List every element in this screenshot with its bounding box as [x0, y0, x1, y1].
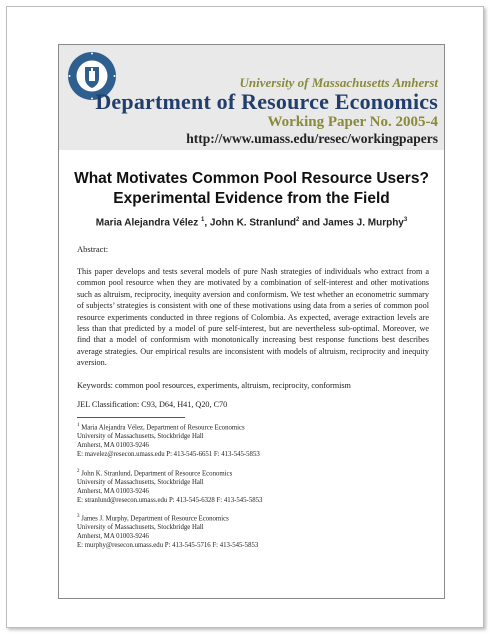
page-frame [6, 6, 484, 628]
cover-page [58, 44, 445, 599]
footnote [77, 421, 429, 459]
abstract-label: Abstract: [77, 244, 109, 254]
footnote-divider [77, 417, 185, 418]
paper-title [59, 169, 444, 209]
working-papers-url[interactable]: http://www.umass.edu/resec/workingpapers [186, 131, 438, 146]
author-footnote-mark: 3 [403, 217, 408, 223]
author-separator: and [299, 217, 323, 229]
author-name: James J. Murphy [322, 217, 404, 229]
university-name: University of Massachusetts Amherst [239, 75, 438, 90]
footnote-line: Maria Alejandra Vélez, Department of Resource Economics [81, 424, 245, 432]
author-name: Maria Alejandra Vélez [95, 217, 199, 229]
author-separator: , [204, 217, 210, 229]
footnote-line: University of Massachusetts, Stockbridge Hall [77, 479, 204, 487]
footnote-line: Amherst, MA 01003-9246 [77, 533, 149, 541]
keywords: Keywords: common pool resources, experiments, altruism, reciprocity, conformism [77, 381, 351, 390]
footnote-line: University of Massachusetts, Stockbridge Hall [77, 433, 204, 441]
footnote-line: James J. Murphy, Department of Resource Economics [81, 515, 229, 523]
title-line-1: What Motivates Common Pool Resource Users? [74, 170, 429, 187]
footnote-contact: E: mavelez@resecon.umass.edu P: 413-545-6651 F: 413-545-5853 [77, 451, 260, 459]
footnote-contact: E: murphy@resecon.umass.edu P: 413-545-5716 F: 413-545-5853 [77, 542, 259, 550]
working-paper-number: Working Paper No. 2005-4 [267, 114, 438, 130]
author-footnote-mark: 1 [201, 217, 205, 223]
footnote-line: Amherst, MA 01003-9246 [77, 488, 149, 496]
title-line-2: Experimental Evidence from the Field [113, 190, 390, 207]
footnote-line: John K. Stranlund, Department of Resource Economics [81, 470, 233, 478]
jel-classification: JEL Classification: C93, D64, H41, Q20, C70 [77, 400, 228, 409]
author-footnote-mark: 2 [296, 217, 300, 223]
author-list [59, 217, 444, 228]
footnote-mark: 1 [77, 423, 80, 428]
footnote [77, 512, 429, 550]
footnote-contact: E: stranlund@resecon.umass.edu P: 413-545-6328 F: 413-545-5853 [77, 497, 263, 505]
footnote-mark: 3 [77, 514, 80, 519]
footnote-mark: 2 [77, 469, 80, 474]
department-name: Department of Resource Economics [95, 89, 438, 114]
footnote-line: University of Massachusetts, Stockbridge Hall [77, 524, 204, 532]
abstract-text: This paper develops and tests several models of pure Nash strategies of individuals who extract from a common pool resource when they are motivated by a combination of self-interest and other motivations such as altruism, reciprocity, inequity aversion and conformism. We test whether an econometric summary of subjects’ strategies is consistent with one of these motivations using data from a series of common pool resource experiments conducted in three regions of Colombia. As expected, average extraction levels are less than that predicted by a model of pure self-interest, but are nevertheless sub-optimal. Moreover, we find that a model of conformism with monotonically increasing best response functions best describes average strategies. Our empirical results are inconsistent with models of altruism, reciprocity and inequity aversion. [77, 267, 429, 368]
header-banner [59, 45, 444, 150]
author-name: John K. Stranlund [209, 217, 297, 229]
footnote [77, 467, 429, 505]
footnote-line: Amherst, MA 01003-9246 [77, 442, 149, 450]
